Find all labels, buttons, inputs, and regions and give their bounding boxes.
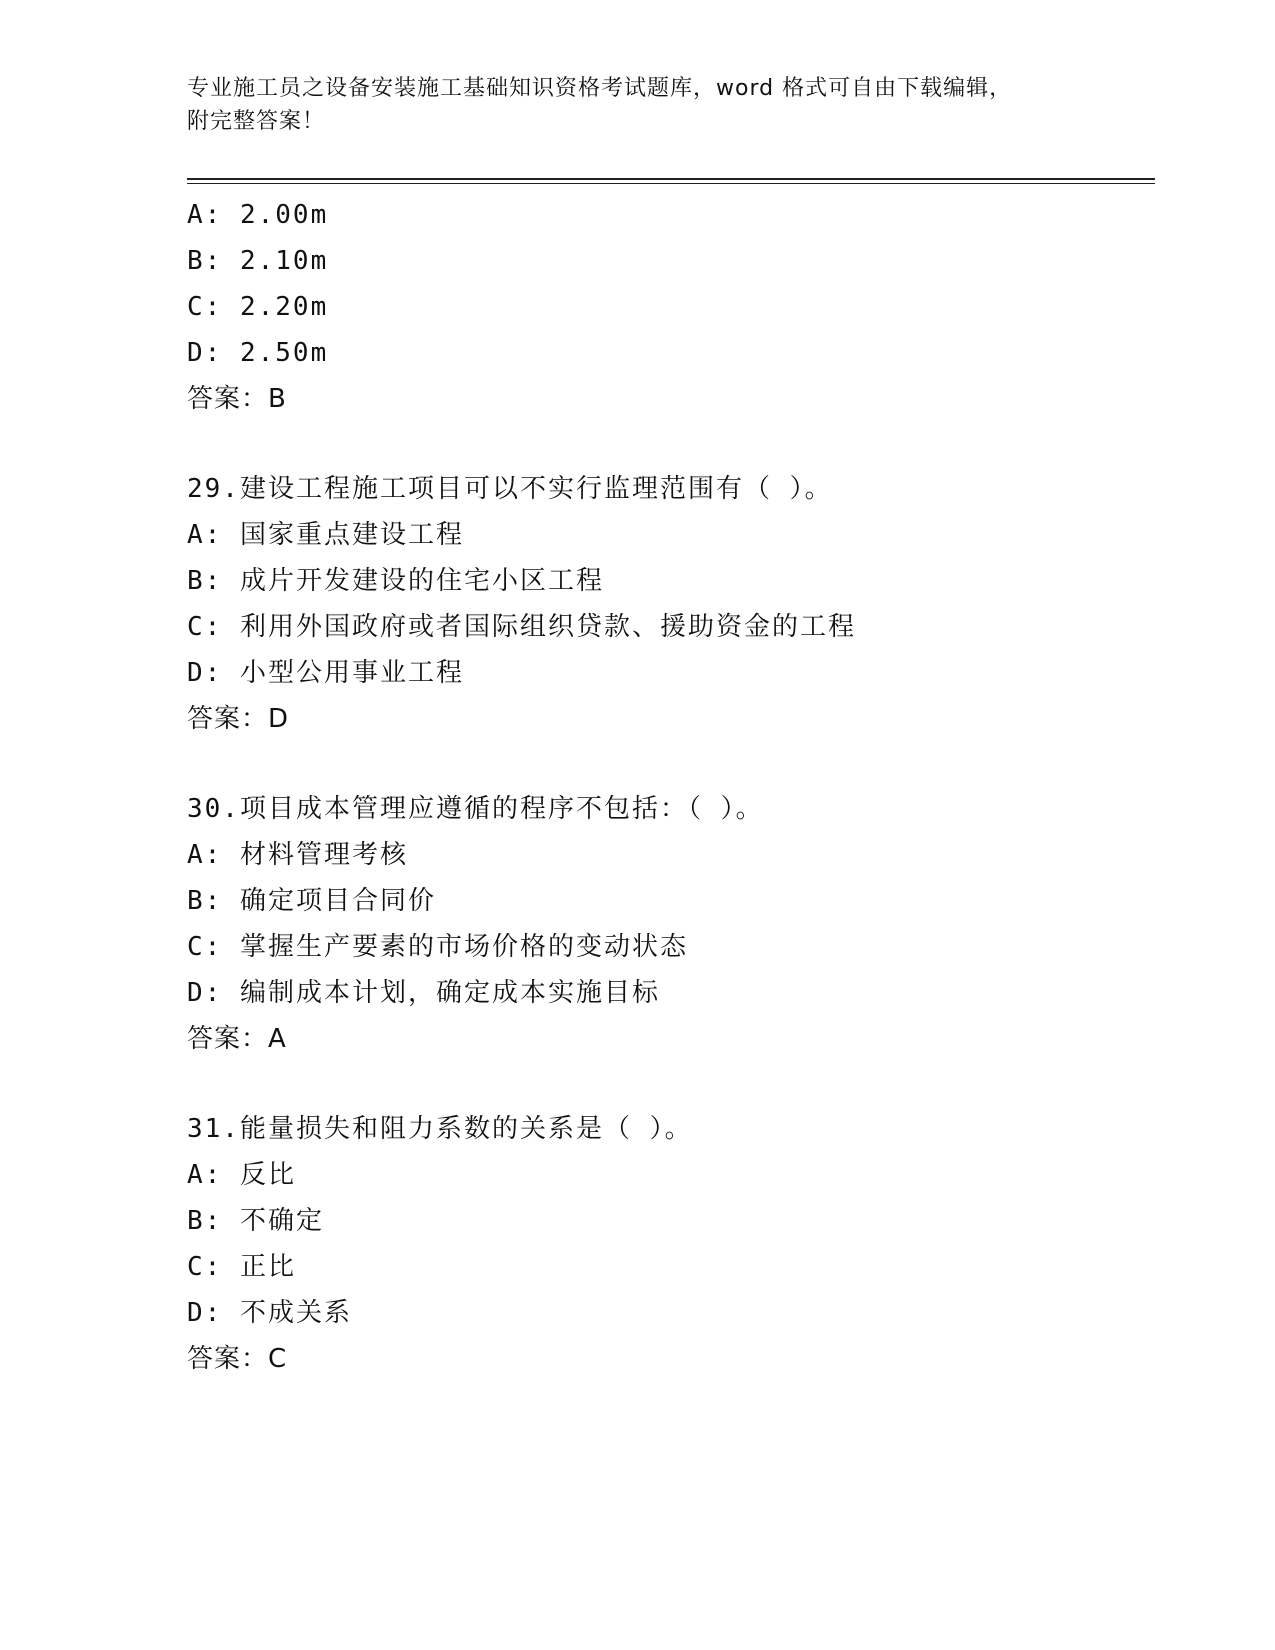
option-a: A: 材料管理考核: [187, 840, 408, 870]
option-a: A: 2.00m: [187, 200, 329, 230]
option-b: B: 确定项目合同价: [187, 886, 436, 916]
option-a: A: 反比: [187, 1160, 296, 1190]
option-c: C: 正比: [187, 1252, 296, 1282]
option-d: D: 编制成本计划，确定成本实施目标: [187, 978, 660, 1008]
answer-line: 答案：D: [187, 704, 290, 734]
option-d: D: 不成关系: [187, 1298, 352, 1328]
answer-line: 答案：A: [187, 1024, 287, 1054]
header-divider-thin: [187, 183, 1155, 184]
option-b: B: 不确定: [187, 1206, 324, 1236]
header-line-1: 专业施工员之设备安装施工基础知识资格考试题库，word 格式可自由下载编辑，: [187, 76, 1013, 101]
option-b: B: 成片开发建设的住宅小区工程: [187, 566, 604, 596]
option-c: C: 掌握生产要素的市场价格的变动状态: [187, 932, 688, 962]
answer-line: 答案：C: [187, 1344, 288, 1374]
question-29: [187, 466, 1155, 742]
option-c: C: 利用外国政府或者国际组织贷款、援助资金的工程: [187, 612, 856, 642]
question-text: 31.能量损失和阻力系数的关系是（ ）。: [187, 1114, 693, 1144]
question-text: 29.建设工程施工项目可以不实行监理范围有（ ）。: [187, 474, 833, 504]
option-b: B: 2.10m: [187, 246, 329, 276]
option-a: A: 国家重点建设工程: [187, 520, 464, 550]
header-divider-thick: [187, 178, 1155, 180]
question-30: [187, 786, 1155, 1062]
question-list: [187, 192, 1155, 1382]
document-header: [187, 72, 1087, 138]
option-d: D: 2.50m: [187, 338, 329, 368]
question-31: [187, 1106, 1155, 1382]
answer-line: 答案：B: [187, 384, 287, 414]
option-d: D: 小型公用事业工程: [187, 658, 464, 688]
header-line-2: 附完整答案！: [187, 109, 326, 134]
option-c: C: 2.20m: [187, 292, 329, 322]
question-text: 30.项目成本管理应遵循的程序不包括：（ ）。: [187, 794, 764, 824]
question-28-continued: [187, 192, 1155, 422]
